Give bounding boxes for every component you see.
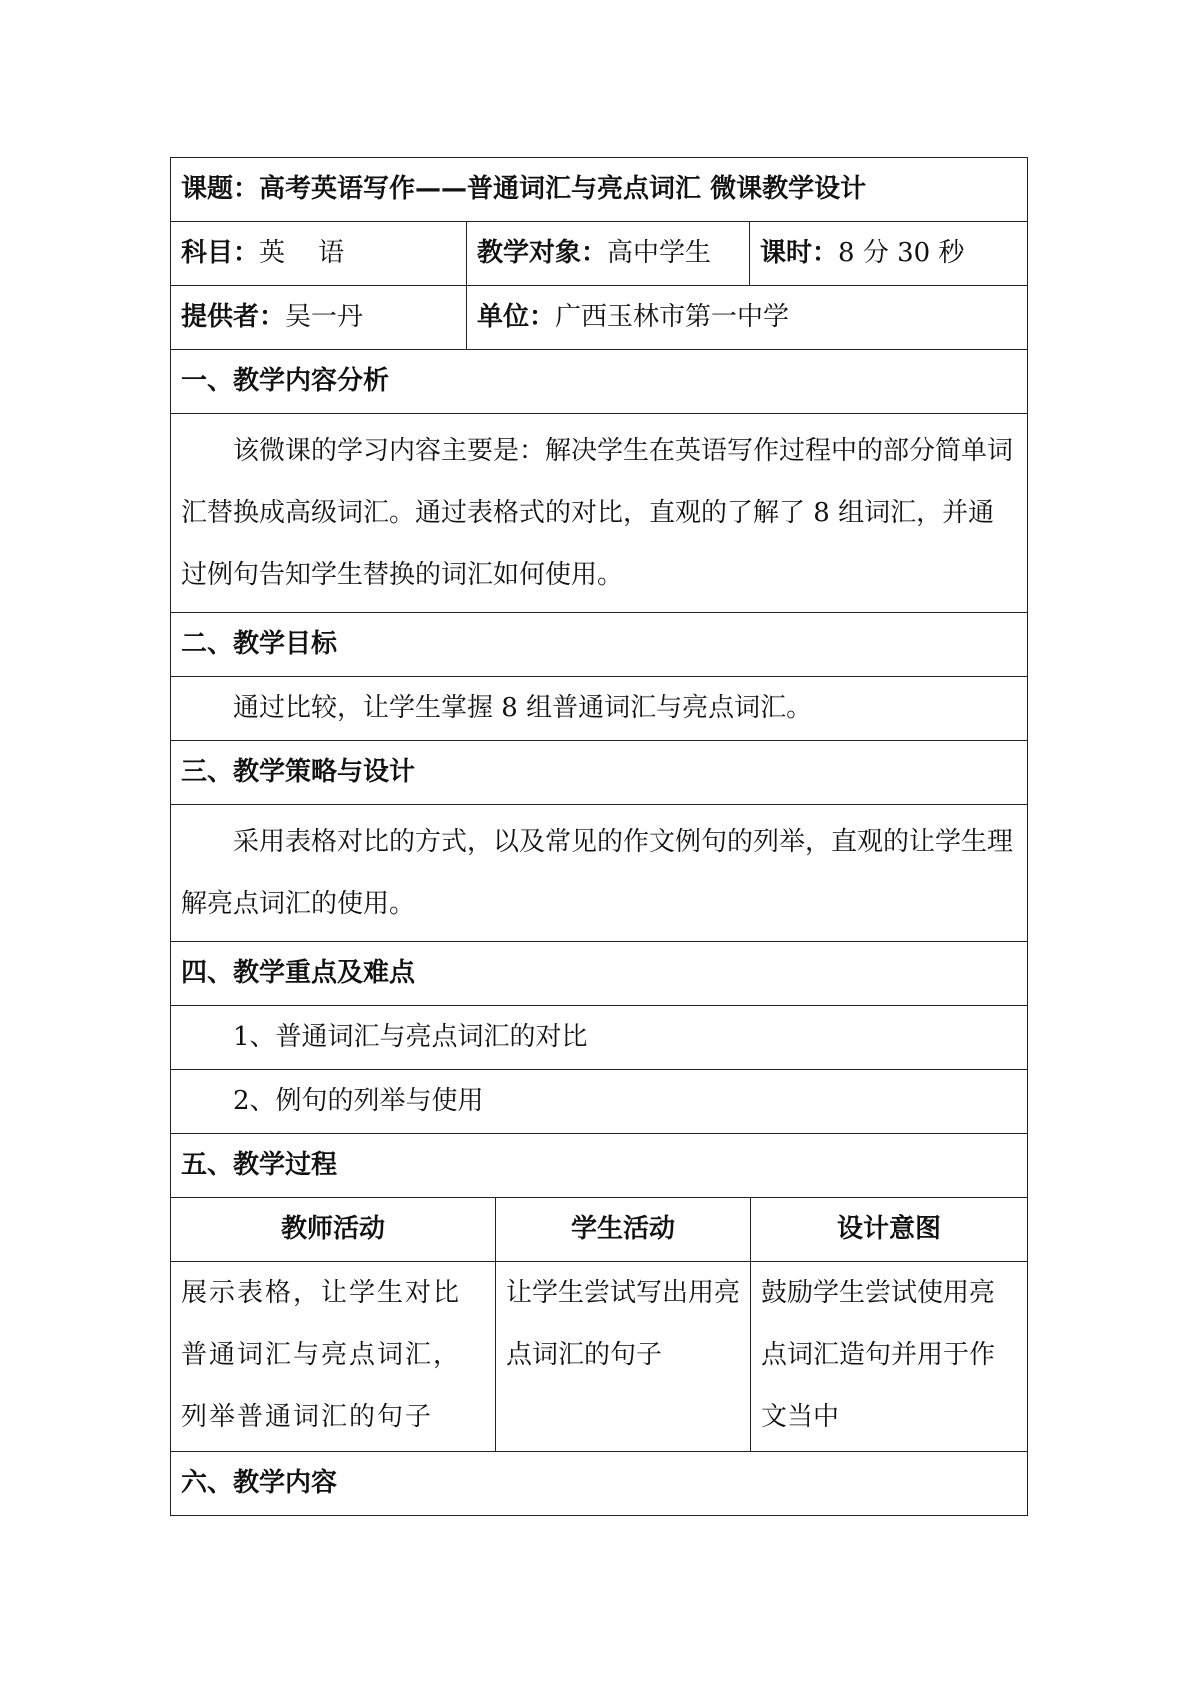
duration-cell <box>750 222 1028 286</box>
audience-cell <box>467 222 750 286</box>
section-3-heading: 三、教学策略与设计 <box>171 741 1028 805</box>
meta-row-1 <box>171 222 1028 286</box>
lesson-plan-table <box>170 157 1028 1198</box>
audience-label: 教学对象： <box>477 237 608 268</box>
section-1-text: 该微课的学习内容主要是：解决学生在英语写作过程中的部分简单词汇替换成高级词汇。通过表格式的对比，直观的了解了 8 组词汇，并通过例句告知学生替换的词汇如何使用。 <box>171 414 1028 613</box>
teacher-activity-header: 教师活动 <box>171 1198 496 1262</box>
section-2-heading: 二、教学目标 <box>171 613 1028 677</box>
meta-row-2 <box>171 286 1028 350</box>
title-label: 课题： <box>181 173 260 204</box>
design-intent-cell: 鼓励学生尝试使用亮点词汇造句并用于作文当中 <box>751 1262 1028 1452</box>
section-4-heading: 四、教学重点及难点 <box>171 942 1028 1006</box>
section-1-heading: 一、教学内容分析 <box>171 350 1028 414</box>
provider-label: 提供者： <box>181 301 286 332</box>
provider-value: 吴一丹 <box>285 301 364 332</box>
student-activity-cell: 让学生尝试写出用亮点词汇的句子 <box>496 1262 751 1452</box>
lesson-plan-document <box>170 157 1027 1516</box>
student-activity-header: 学生活动 <box>496 1198 751 1262</box>
section-2-text: 通过比较，让学生掌握 8 组普通词汇与亮点词汇。 <box>171 677 1028 741</box>
duration-value: 8 分 30 秒 <box>838 237 965 268</box>
section-3-text: 采用表格对比的方式，以及常见的作文例句的列举，直观的让学生理解亮点词汇的使用。 <box>171 805 1028 942</box>
unit-cell <box>467 286 1028 350</box>
process-header-row <box>171 1198 1028 1262</box>
teacher-activity-cell: 展示表格，让学生对比普通词汇与亮点词汇，列举普通词汇的句子 <box>171 1262 496 1452</box>
title-cell <box>171 158 1028 222</box>
design-intent-header: 设计意图 <box>751 1198 1028 1262</box>
process-table <box>170 1197 1028 1516</box>
subject-cell <box>171 222 467 286</box>
subject-value: 英 语 <box>259 237 345 268</box>
section-5-heading: 五、教学过程 <box>171 1134 1028 1198</box>
provider-cell <box>171 286 467 350</box>
unit-label: 单位： <box>477 301 556 332</box>
unit-value: 广西玉林市第一中学 <box>555 301 790 332</box>
duration-label: 课时： <box>760 237 839 268</box>
process-content-row <box>171 1262 1028 1452</box>
audience-value: 高中学生 <box>607 237 712 268</box>
title-value: 高考英语写作——普通词汇与亮点词汇 微课教学设计 <box>259 173 867 204</box>
section-4-item-2: 2、例句的列举与使用 <box>171 1070 1028 1134</box>
section-6-heading: 六、教学内容 <box>171 1452 1028 1516</box>
title-row <box>171 158 1028 222</box>
subject-label: 科目： <box>181 237 260 268</box>
section-4-item-1: 1、普通词汇与亮点词汇的对比 <box>171 1006 1028 1070</box>
